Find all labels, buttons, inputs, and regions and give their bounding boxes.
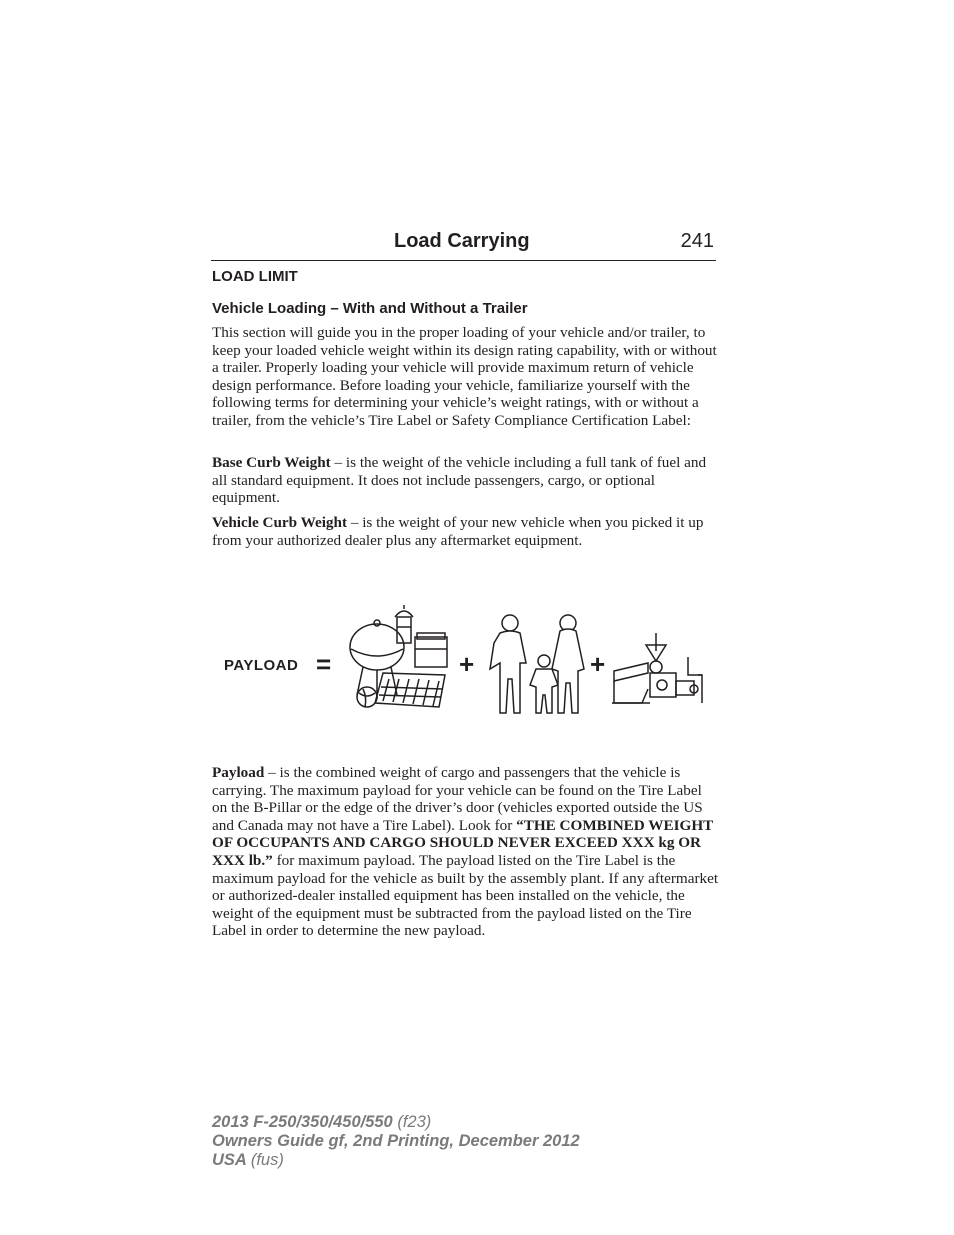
payload-figure <box>212 603 712 718</box>
payload-quote: “THE COMBINED WEIGHT OF OCCUPANTS AND CARGO SHOULD NEVER EXCEED XXX kg OR XXX lb.” <box>212 816 714 869</box>
page-header <box>211 228 716 261</box>
footer-model-code: (f23) <box>397 1113 432 1131</box>
vehicle-curb-weight-definition: – is the weight of your new vehicle when you picked it up from your authorized dealer plus any aftermarket equipment. <box>212 514 704 549</box>
footer-line-1 <box>212 1113 580 1132</box>
plus-sign-1: + <box>459 649 475 679</box>
base-curb-weight-paragraph <box>212 454 720 507</box>
page-title: Load Carrying <box>394 230 530 252</box>
page-number: 241 <box>680 230 714 252</box>
plus-sign-2: + <box>590 649 606 679</box>
passengers-icon <box>486 613 592 717</box>
footer-model: 2013 F-250/350/450/550 <box>212 1113 393 1131</box>
page-footer <box>212 1113 580 1170</box>
vehicle-curb-weight-term: Vehicle Curb Weight <box>212 514 348 531</box>
intro-paragraph: This section will guide you in the proper loading of your vehicle and/or trailer, to keep your loaded vehicle weight within its design rating capability, with or without a trailer. Properly loading your vehicle will provide maximum return of vehicle design performance. Before loading your vehicle, familiarize yourself with the following terms for determining your vehicle’s weight ratings, with or without a trailer, from the vehicle’s Tire Label or Safety Compliance Certification Label: <box>212 324 717 429</box>
subheading: Vehicle Loading – With and Without a Trailer <box>212 300 528 317</box>
equals-sign: = <box>316 649 332 679</box>
payload-term: Payload <box>212 764 265 781</box>
payload-paragraph <box>212 764 720 940</box>
footer-line-3 <box>212 1151 580 1170</box>
payload-definition-part1: – is the combined weight of cargo and passengers that the vehicle is carrying. The maximum payload for your vehicle can be found on the Tire Label on the B-Pillar or the edge of the driver’s door (vehicles exported outside the US and Canada may not have a Tire Label). Look for <box>212 764 703 834</box>
footer-region-code: (fus) <box>250 1151 284 1169</box>
hitch-icon <box>612 633 704 709</box>
payload-label: PAYLOAD <box>224 657 299 674</box>
base-curb-weight-definition: – is the weight of the vehicle including a full tank of fuel and all standard equipment. It does not include passengers, cargo, or optional equipment. <box>212 454 707 507</box>
base-curb-weight-term: Base Curb Weight <box>212 454 331 471</box>
section-heading: LOAD LIMIT <box>212 268 298 285</box>
footer-region: USA <box>212 1151 247 1169</box>
cargo-icon <box>345 603 453 715</box>
footer-line-2: Owners Guide gf, 2nd Printing, December 2012 <box>212 1132 580 1150</box>
vehicle-curb-weight-paragraph <box>212 514 720 549</box>
payload-definition-part2: for maximum payload. The payload listed on the Tire Label is the maximum payload for the vehicle as built by the assembly plant. If any aftermarket or authorized-dealer installed equipment has been installed on the vehicle, the weight of the equipment must be subtracted from the payload listed on the Tire Label in order to determine the new payload. <box>212 851 719 940</box>
